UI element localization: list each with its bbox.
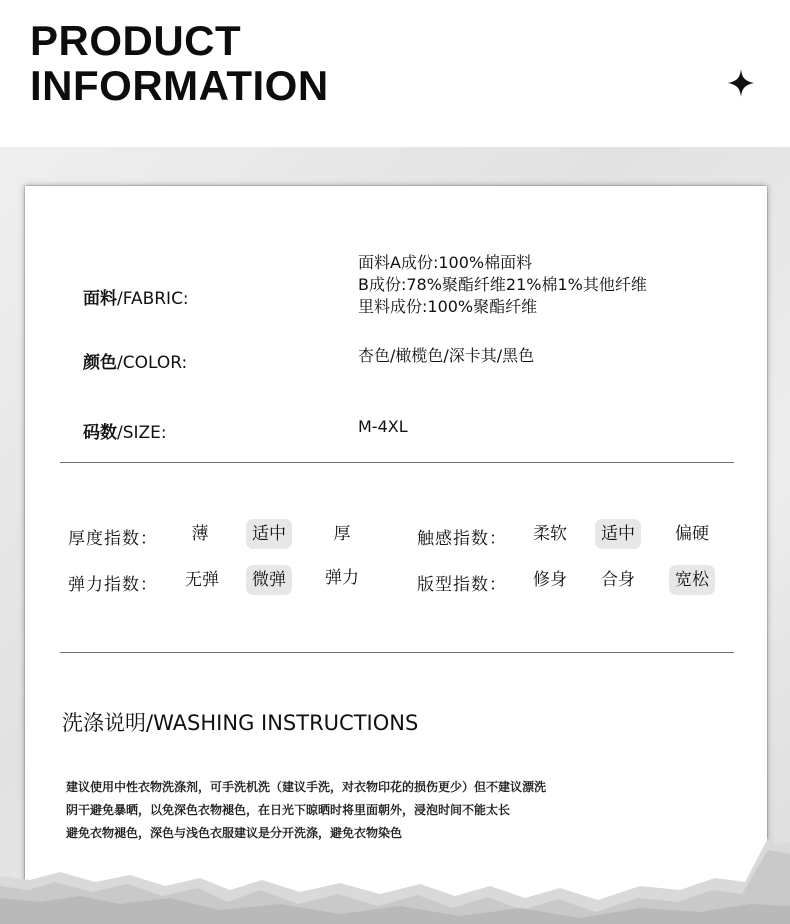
thickness-label: 厚度指数：: [68, 529, 158, 549]
divider: [60, 652, 734, 653]
elasticity-option: 微弹: [246, 565, 292, 595]
page-title: [30, 18, 329, 108]
color-label: 颜色/COLOR:: [83, 353, 188, 373]
touch-option: 偏硬: [675, 524, 709, 544]
elasticity-option: 弹力: [325, 568, 359, 588]
fabric-value: [358, 252, 647, 318]
fit-option: 合身: [601, 570, 635, 590]
washing-line: 避免衣物褪色，深色与浅色衣服建议是分开洗涤，避免衣物染色: [66, 826, 403, 840]
size-value: M-4XL: [358, 417, 408, 436]
elasticity-option: 无弹: [185, 570, 219, 590]
fabric-label: 面料/FABRIC:: [83, 289, 189, 309]
title-line-1: PRODUCT: [30, 17, 242, 64]
fabric-line: B成份:78%聚酯纤维21%棉1%其他纤维: [358, 275, 647, 294]
size-label: 码数/SIZE:: [83, 423, 167, 443]
fit-option: 修身: [533, 570, 567, 590]
fit-label: 版型指数：: [417, 575, 507, 595]
washing-line: 建议使用中性衣物洗涤剂，可手洗机洗（建议手洗，对衣物印花的损伤更少）但不建议漂洗: [66, 780, 547, 794]
fabric-line: 里料成份:100%聚酯纤维: [358, 297, 538, 316]
washing-title: 洗涤说明/WASHING INSTRUCTIONS: [62, 711, 419, 735]
touch-option: 柔软: [533, 524, 567, 544]
touch-label: 触感指数：: [417, 529, 507, 549]
color-value: 杏色/橄榄色/深卡其/黑色: [358, 346, 535, 365]
fabric-line: 面料A成份:100%棉面料: [358, 253, 533, 272]
thickness-option: 厚: [333, 524, 351, 544]
title-line-2: INFORMATION: [30, 62, 329, 109]
divider: [60, 462, 734, 463]
thickness-option: 薄: [191, 524, 209, 544]
touch-option: 适中: [595, 519, 641, 549]
washing-line: 阴干避免暴晒，以免深色衣物褪色，在日光下晾晒时将里面朝外，浸泡时间不能太长: [66, 803, 511, 817]
fit-option: 宽松: [669, 565, 715, 595]
thickness-option: 适中: [246, 519, 292, 549]
four-point-star-icon: [728, 69, 754, 97]
elasticity-label: 弹力指数：: [68, 575, 158, 595]
